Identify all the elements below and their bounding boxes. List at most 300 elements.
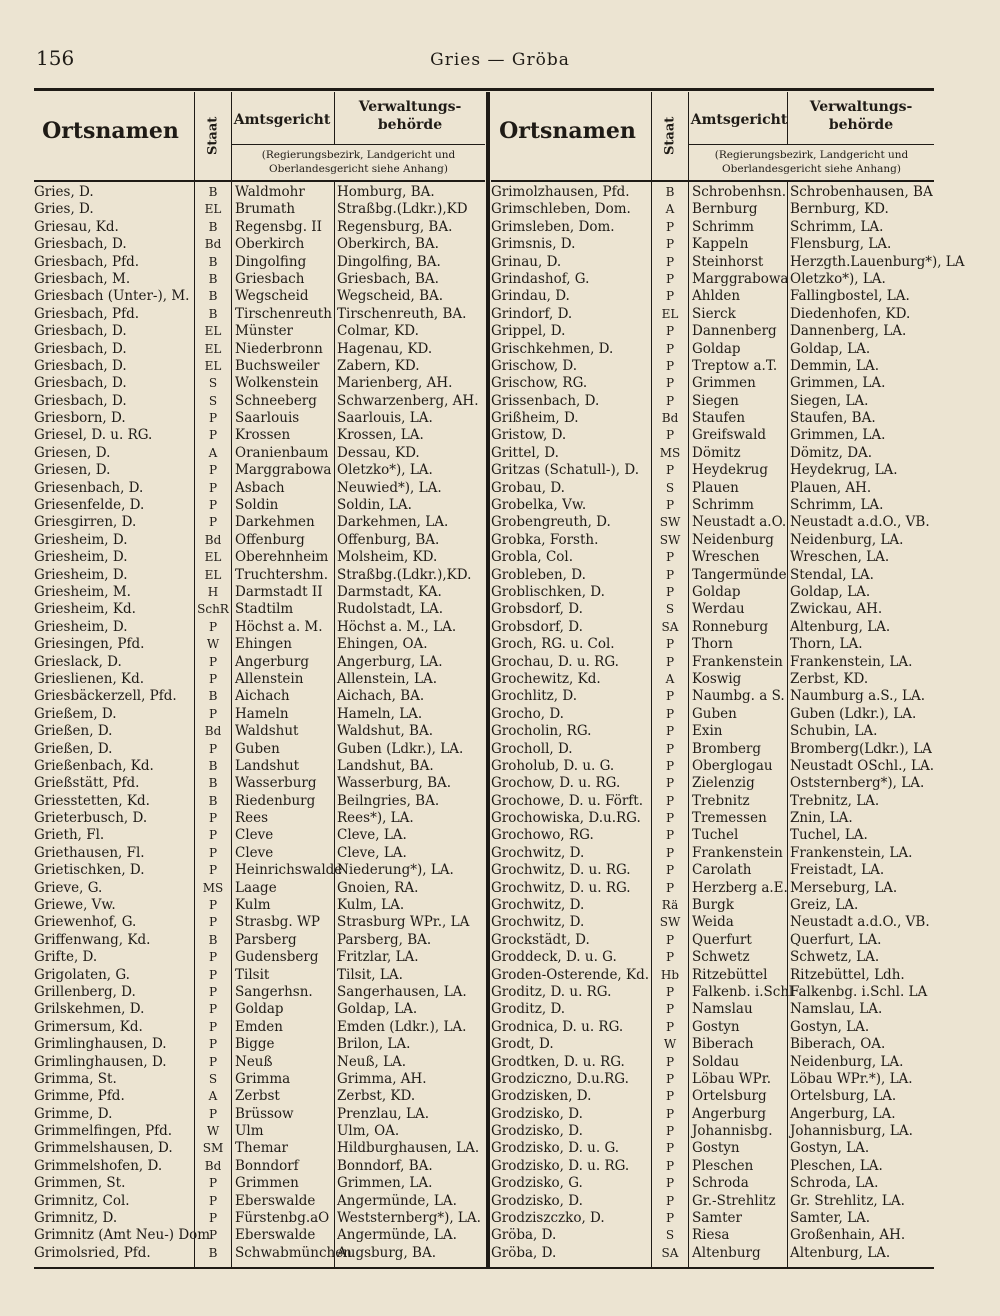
table-row bbox=[491, 758, 934, 775]
place-name: Grimnitz (Amt Neu-) Dom bbox=[34, 1227, 211, 1244]
district-court: Hameln bbox=[235, 705, 289, 722]
table-row bbox=[491, 967, 934, 984]
district-court: Zielenzig bbox=[692, 775, 755, 792]
table-row bbox=[34, 880, 485, 897]
administrative-authority: Frankenstein, LA. bbox=[790, 844, 913, 861]
table-row bbox=[491, 793, 934, 810]
table-row bbox=[34, 445, 485, 462]
place-name: Grodzisko, D. bbox=[491, 1192, 583, 1209]
running-head: Gries — Gröba bbox=[430, 50, 570, 70]
place-name: Grieth, Fl. bbox=[34, 827, 105, 844]
state-code: Bd bbox=[204, 1158, 222, 1173]
state-code: P bbox=[665, 567, 675, 582]
district-court: Wolkenstein bbox=[235, 375, 319, 392]
place-name: Grießstätt, Pfd. bbox=[34, 775, 140, 792]
administrative-authority: Sangerhausen, LA. bbox=[337, 983, 467, 1000]
administrative-authority: Kulm, LA. bbox=[337, 897, 405, 914]
state-code: B bbox=[665, 185, 675, 199]
district-court: Höchst a. M. bbox=[235, 618, 323, 635]
state-code: Bd bbox=[204, 237, 222, 252]
district-court: Bromberg bbox=[692, 740, 762, 757]
table-row bbox=[34, 584, 485, 601]
district-court: Neuß bbox=[235, 1053, 273, 1070]
place-name: Grochwitz, D. bbox=[491, 897, 585, 914]
table-row bbox=[34, 1193, 485, 1210]
administrative-authority: Altenburg, LA. bbox=[790, 1244, 891, 1261]
table-row bbox=[491, 619, 934, 636]
district-court: Ronneburg bbox=[692, 618, 769, 635]
place-name: Griesbach, D. bbox=[34, 323, 127, 340]
table-row bbox=[34, 1106, 485, 1123]
table-row bbox=[34, 845, 485, 862]
district-court: Brumath bbox=[235, 201, 296, 218]
district-court: Carolath bbox=[692, 862, 752, 879]
administrative-authority: Biberach, OA. bbox=[790, 1036, 886, 1053]
place-name: Grifte, D. bbox=[34, 949, 98, 966]
administrative-authority: Greiz, LA. bbox=[790, 897, 859, 914]
district-court: Tuchel bbox=[692, 827, 739, 844]
administrative-authority: Goldap, LA. bbox=[790, 583, 871, 600]
administrative-authority: Dessau, KD. bbox=[337, 444, 420, 461]
table-row bbox=[491, 862, 934, 879]
administrative-authority: Zwickau, AH. bbox=[790, 601, 883, 618]
district-court: Neustadt a.O. bbox=[692, 514, 787, 531]
place-name: Griesstetten, Kd. bbox=[34, 792, 150, 809]
table-row bbox=[491, 1054, 934, 1071]
place-name: Grießem, D. bbox=[34, 705, 117, 722]
administrative-authority: Ortelsburg, LA. bbox=[790, 1088, 897, 1105]
administrative-authority: Rees*), LA. bbox=[337, 810, 414, 827]
administrative-authority: Offenburg, BA. bbox=[337, 531, 440, 548]
place-name: Grindorf, D. bbox=[491, 305, 573, 322]
administrative-authority: Oststernberg*), LA. bbox=[790, 775, 925, 792]
district-court: Schrimm bbox=[692, 497, 754, 514]
administrative-authority: Fallingbostel, LA. bbox=[790, 288, 910, 305]
state-code: P bbox=[665, 758, 675, 773]
administrative-authority: Hagenau, KD. bbox=[337, 340, 433, 357]
state-code: H bbox=[207, 584, 219, 599]
table-row bbox=[491, 480, 934, 497]
administrative-authority: Regensburg, BA. bbox=[337, 218, 453, 235]
place-name: Grimmelshausen, D. bbox=[34, 1140, 173, 1157]
administrative-authority: Neustadt OSchl., LA. bbox=[790, 757, 935, 774]
state-code: P bbox=[208, 480, 218, 495]
district-court: Heydekrug bbox=[692, 462, 768, 479]
place-name: Griesenfelde, D. bbox=[34, 497, 145, 514]
district-court: Eberswalde bbox=[235, 1192, 316, 1209]
administrative-authority: Soldin, LA. bbox=[337, 497, 412, 514]
table-row bbox=[34, 532, 485, 549]
state-code: P bbox=[665, 776, 675, 791]
place-name: Griewe, Vw. bbox=[34, 897, 116, 914]
place-name: Griesheim, M. bbox=[34, 583, 131, 600]
district-court: Siegen bbox=[692, 392, 739, 409]
header-amtsgericht: Amtsgericht bbox=[690, 112, 788, 128]
state-code: P bbox=[208, 428, 218, 443]
administrative-authority: Flensburg, LA. bbox=[790, 236, 892, 253]
place-name: Griesenbach, D. bbox=[34, 479, 144, 496]
administrative-authority: Neustadt a.d.O., VB. bbox=[790, 514, 930, 531]
table-row bbox=[491, 932, 934, 949]
administrative-authority: Brilon, LA. bbox=[337, 1036, 411, 1053]
state-code: P bbox=[665, 984, 675, 999]
administrative-authority: Oberkirch, BA. bbox=[337, 236, 439, 253]
administrative-authority: Samter, LA. bbox=[790, 1210, 871, 1227]
state-code: P bbox=[665, 1054, 675, 1069]
administrative-authority: Großenhain, AH. bbox=[790, 1227, 906, 1244]
place-name: Groden-Osterende, Kd. bbox=[491, 966, 650, 983]
state-code: P bbox=[665, 219, 675, 234]
state-code: P bbox=[665, 1071, 675, 1086]
place-name: Griesau, Kd. bbox=[34, 218, 119, 235]
right-column-block bbox=[491, 92, 965, 1267]
administrative-authority: Merseburg, LA. bbox=[790, 879, 898, 896]
place-name: Grodzisko, D. u. G. bbox=[491, 1140, 620, 1157]
state-code: EL bbox=[204, 358, 222, 373]
table-row bbox=[491, 1245, 934, 1262]
state-code: P bbox=[208, 498, 218, 513]
district-court: Trebnitz bbox=[692, 792, 750, 809]
district-court: Kulm bbox=[235, 897, 271, 914]
state-code: P bbox=[665, 271, 675, 286]
table-row bbox=[491, 1193, 934, 1210]
table-row bbox=[491, 236, 934, 253]
table-row bbox=[491, 201, 934, 218]
district-court: Darmstadt II bbox=[235, 583, 323, 600]
district-court: Strasbg. WP bbox=[235, 914, 320, 931]
table-row bbox=[491, 1175, 934, 1192]
administrative-authority: Dingolfing, BA. bbox=[337, 253, 441, 270]
table-row bbox=[491, 671, 934, 688]
state-code: EL bbox=[204, 567, 222, 582]
place-name: Grodt, D. bbox=[491, 1036, 554, 1053]
table-row bbox=[34, 758, 485, 775]
table-row bbox=[491, 219, 934, 236]
district-court: Krossen bbox=[235, 427, 291, 444]
table-row bbox=[491, 1227, 934, 1244]
administrative-authority: Rudolstadt, LA. bbox=[337, 601, 444, 618]
administrative-authority: Cleve, LA. bbox=[337, 844, 407, 861]
administrative-authority: Pleschen, LA. bbox=[790, 1157, 883, 1174]
place-name: Grimolsried, Pfd. bbox=[34, 1244, 151, 1261]
header-ortsnamen: Ortsnamen bbox=[42, 118, 179, 144]
district-court: Wreschen bbox=[692, 549, 760, 566]
administrative-authority: Neuwied*), LA. bbox=[337, 479, 442, 496]
administrative-authority: Hildburghausen, LA. bbox=[337, 1140, 480, 1157]
place-name: Grindashof, G. bbox=[491, 270, 590, 287]
place-name: Grimmen, St. bbox=[34, 1175, 126, 1192]
place-name: Grobla, Col. bbox=[491, 549, 574, 566]
district-court: Frankenstein bbox=[692, 844, 783, 861]
place-name: Grochau, D. u. RG. bbox=[491, 653, 619, 670]
state-code: B bbox=[208, 306, 218, 321]
place-name: Grischow, RG. bbox=[491, 375, 588, 392]
administrative-authority: Wasserburg, BA. bbox=[337, 775, 452, 792]
place-name: Grimnitz, D. bbox=[34, 1210, 118, 1227]
district-court: Neidenburg bbox=[692, 531, 774, 548]
administrative-authority: Schrimm, LA. bbox=[790, 218, 884, 235]
table-row bbox=[34, 375, 485, 392]
district-court: Burgk bbox=[692, 897, 734, 914]
place-name: Grodziszczko, D. bbox=[491, 1210, 605, 1227]
place-name: Griffenwang, Kd. bbox=[34, 931, 151, 948]
place-name: Grocho, D. bbox=[491, 705, 564, 722]
table-row bbox=[34, 201, 485, 218]
place-name: Grießenbach, Kd. bbox=[34, 757, 154, 774]
place-name: Grimmelfingen, Pfd. bbox=[34, 1123, 173, 1140]
state-code: P bbox=[665, 654, 675, 669]
table-row bbox=[491, 1123, 934, 1140]
table-row bbox=[491, 584, 934, 601]
administrative-authority: Angermünde, LA. bbox=[337, 1192, 457, 1209]
table-row bbox=[34, 341, 485, 358]
district-court: Koswig bbox=[692, 670, 742, 687]
table-row bbox=[491, 688, 934, 705]
administrative-authority: Naumburg a.S., LA. bbox=[790, 688, 926, 705]
administrative-authority: Freistadt, LA. bbox=[790, 862, 885, 879]
administrative-authority: Goldap, LA. bbox=[790, 340, 871, 357]
place-name: Grodtken, D. u. RG. bbox=[491, 1053, 625, 1070]
state-code: MS bbox=[202, 880, 224, 895]
district-court: Goldap bbox=[692, 583, 741, 600]
place-name: Gröba, D. bbox=[491, 1227, 557, 1244]
state-code: P bbox=[665, 376, 675, 391]
place-name: Grodzisko, G. bbox=[491, 1175, 583, 1192]
administrative-authority: Angermünde, LA. bbox=[337, 1227, 457, 1244]
table-row bbox=[491, 914, 934, 931]
place-name: Grockstädt, D. bbox=[491, 931, 590, 948]
state-code: B bbox=[208, 776, 218, 791]
state-code: P bbox=[665, 932, 675, 947]
administrative-authority: Emden (Ldkr.), LA. bbox=[337, 1018, 467, 1035]
state-code: A bbox=[665, 671, 675, 686]
state-code: P bbox=[665, 689, 675, 704]
state-code: P bbox=[665, 1019, 675, 1034]
administrative-authority: Heydekrug, LA. bbox=[790, 462, 898, 479]
administrative-authority: Oletzko*), LA. bbox=[790, 270, 886, 287]
administrative-authority: Bernburg, KD. bbox=[790, 201, 889, 218]
state-code: S bbox=[208, 393, 218, 408]
administrative-authority: Marienberg, AH. bbox=[337, 375, 453, 392]
administrative-authority: Grimmen, LA. bbox=[790, 427, 886, 444]
administrative-authority: Cleve, LA. bbox=[337, 827, 407, 844]
district-court: Greifswald bbox=[692, 427, 767, 444]
table-row bbox=[34, 514, 485, 531]
state-code: EL bbox=[204, 202, 222, 217]
header-note: (Regierungsbezirk, Landgericht und Oberlandesgericht siehe Anhang) bbox=[714, 149, 909, 175]
administrative-authority: Namslau, LA. bbox=[790, 1001, 883, 1018]
administrative-authority: Siegen, LA. bbox=[790, 392, 869, 409]
district-court: Altenburg bbox=[692, 1244, 761, 1261]
district-court: Schwetz bbox=[692, 949, 750, 966]
place-name: Grobsdorf, D. bbox=[491, 618, 583, 635]
district-court: Oberehnheim bbox=[235, 549, 329, 566]
place-name: Griesheim, D. bbox=[34, 531, 128, 548]
state-code: SA bbox=[661, 619, 679, 634]
administrative-authority: Niederung*), LA. bbox=[337, 862, 454, 879]
administrative-authority: Grimma, AH. bbox=[337, 1070, 427, 1087]
state-code: P bbox=[208, 811, 218, 826]
table-row bbox=[34, 1088, 485, 1105]
district-court: Gr.-Strehlitz bbox=[692, 1192, 776, 1209]
place-name: Grimme, D. bbox=[34, 1105, 113, 1122]
table-row bbox=[34, 1054, 485, 1071]
administrative-authority: Gnoien, RA. bbox=[337, 879, 419, 896]
table-row bbox=[34, 1001, 485, 1018]
district-court: Brüssow bbox=[235, 1105, 294, 1122]
district-court: Namslau bbox=[692, 1001, 753, 1018]
place-name: Griesheim, D. bbox=[34, 618, 128, 635]
place-name: Griethausen, Fl. bbox=[34, 844, 145, 861]
administrative-authority: Darmstadt, KA. bbox=[337, 583, 442, 600]
place-name: Griesheim, Kd. bbox=[34, 601, 136, 618]
table-row bbox=[34, 688, 485, 705]
district-court: Querfurt bbox=[692, 931, 752, 948]
state-code: B bbox=[208, 689, 218, 704]
left-column-block bbox=[34, 92, 485, 1267]
district-court: Sangerhsn. bbox=[235, 983, 313, 1000]
state-code: Bd bbox=[204, 532, 222, 547]
administrative-authority: Goldap, LA. bbox=[337, 1001, 418, 1018]
table-row bbox=[34, 862, 485, 879]
place-name: Griesel, D. u. RG. bbox=[34, 427, 153, 444]
state-code: SchR bbox=[197, 602, 229, 617]
state-code: P bbox=[208, 463, 218, 478]
table-row bbox=[491, 880, 934, 897]
district-court: Kappeln bbox=[692, 236, 749, 253]
administrative-authority: Weststernberg*), LA. bbox=[337, 1210, 481, 1227]
bottom-rule bbox=[34, 1267, 934, 1269]
header-verwaltungsbehoerde: Verwaltungs- behörde bbox=[809, 99, 913, 133]
administrative-authority: Hameln, LA. bbox=[337, 705, 423, 722]
administrative-authority: Krossen, LA. bbox=[337, 427, 424, 444]
place-name: Grochwitz, D. bbox=[491, 914, 585, 931]
administrative-authority: Frankenstein, LA. bbox=[790, 653, 913, 670]
district-court: Schroda bbox=[692, 1175, 749, 1192]
state-code: P bbox=[665, 828, 675, 843]
state-code: P bbox=[665, 1106, 675, 1121]
state-code: P bbox=[208, 1176, 218, 1191]
district-court: Werdau bbox=[692, 601, 745, 618]
place-name: Griewenhof, G. bbox=[34, 914, 137, 931]
district-court: Tremessen bbox=[692, 810, 767, 827]
table-row bbox=[34, 271, 485, 288]
state-code: P bbox=[208, 1193, 218, 1208]
state-code: B bbox=[208, 254, 218, 269]
district-court: Weida bbox=[692, 914, 734, 931]
state-code: S bbox=[665, 1228, 675, 1243]
state-code: P bbox=[665, 324, 675, 339]
table-row bbox=[34, 393, 485, 410]
state-code: P bbox=[665, 393, 675, 408]
administrative-authority: Dannenberg, LA. bbox=[790, 323, 907, 340]
table-row bbox=[34, 949, 485, 966]
table-row bbox=[34, 358, 485, 375]
state-code: MS bbox=[659, 445, 681, 460]
district-court: Sierck bbox=[692, 305, 736, 322]
administrative-authority: Tirschenreuth, BA. bbox=[337, 305, 467, 322]
state-code: P bbox=[665, 724, 675, 739]
place-name: Grodziczno, D.u.RG. bbox=[491, 1070, 629, 1087]
administrative-authority: Aichach, BA. bbox=[337, 688, 425, 705]
administrative-authority: Strasburg WPr., LA bbox=[337, 914, 470, 931]
state-code: P bbox=[665, 811, 675, 826]
state-code: B bbox=[208, 289, 218, 304]
state-code: P bbox=[665, 463, 675, 478]
administrative-authority: Schwetz, LA. bbox=[790, 949, 880, 966]
district-court: Buchsweiler bbox=[235, 357, 320, 374]
administrative-authority: Znin, LA. bbox=[790, 810, 853, 827]
table-row bbox=[34, 184, 485, 201]
state-code: SW bbox=[659, 915, 681, 930]
administrative-authority: Falkenbg. i.Schl. LA bbox=[790, 983, 928, 1000]
place-name: Grimschleben, Dom. bbox=[491, 201, 631, 218]
place-name: Grinau, D. bbox=[491, 253, 562, 270]
district-court: Steinhorst bbox=[692, 253, 764, 270]
table-row bbox=[491, 323, 934, 340]
table-row bbox=[34, 897, 485, 914]
state-code: B bbox=[208, 219, 218, 234]
state-code: Bd bbox=[661, 411, 679, 426]
state-code: P bbox=[208, 1037, 218, 1052]
table-row bbox=[34, 427, 485, 444]
state-code: P bbox=[208, 1054, 218, 1069]
place-name: Griesbach, D. bbox=[34, 392, 127, 409]
district-court: Grimmen bbox=[235, 1175, 299, 1192]
place-name: Grischow, D. bbox=[491, 357, 578, 374]
district-court: Goldap bbox=[235, 1001, 284, 1018]
table-row bbox=[34, 288, 485, 305]
district-court: Biberach bbox=[692, 1036, 754, 1053]
district-court: Schwabmünchen bbox=[235, 1244, 352, 1261]
district-court: Griesbach bbox=[235, 270, 305, 287]
district-court: Soldau bbox=[692, 1053, 740, 1070]
district-court: Dömitz bbox=[692, 444, 741, 461]
table-row bbox=[34, 410, 485, 427]
place-name: Groch, RG. u. Col. bbox=[491, 636, 615, 653]
administrative-authority: Zerbst, KD. bbox=[337, 1088, 416, 1105]
district-court: Cleve bbox=[235, 827, 274, 844]
place-name: Grodzisko, D. bbox=[491, 1123, 583, 1140]
administrative-authority: Ulm, OA. bbox=[337, 1123, 400, 1140]
administrative-authority: Beilngries, BA. bbox=[337, 792, 440, 809]
place-name: Grimlinghausen, D. bbox=[34, 1036, 167, 1053]
table-row bbox=[491, 271, 934, 288]
state-code: P bbox=[208, 845, 218, 860]
place-name: Grobleben, D. bbox=[491, 566, 586, 583]
place-name: Griesen, D. bbox=[34, 444, 111, 461]
state-code: P bbox=[208, 967, 218, 982]
district-court: Rees bbox=[235, 810, 269, 827]
place-name: Gritzas (Schatull-), D. bbox=[491, 462, 639, 479]
table-row bbox=[491, 741, 934, 758]
place-name: Groblischken, D. bbox=[491, 583, 605, 600]
state-code: SW bbox=[659, 532, 681, 547]
district-court: Gudensberg bbox=[235, 949, 319, 966]
table-row bbox=[34, 323, 485, 340]
district-court: Niederbronn bbox=[235, 340, 323, 357]
table-row bbox=[491, 532, 934, 549]
place-name: Griesbach, Pfd. bbox=[34, 253, 140, 270]
district-court: Schneeberg bbox=[235, 392, 317, 409]
administrative-authority: Schwarzenberg, AH. bbox=[337, 392, 479, 409]
table-row bbox=[491, 1019, 934, 1036]
place-name: Griesgirren, D. bbox=[34, 514, 137, 531]
district-court: Grimmen bbox=[692, 375, 756, 392]
district-court: Waldshut bbox=[235, 723, 299, 740]
state-code: SW bbox=[659, 515, 681, 530]
district-court: Zerbst bbox=[235, 1088, 280, 1105]
